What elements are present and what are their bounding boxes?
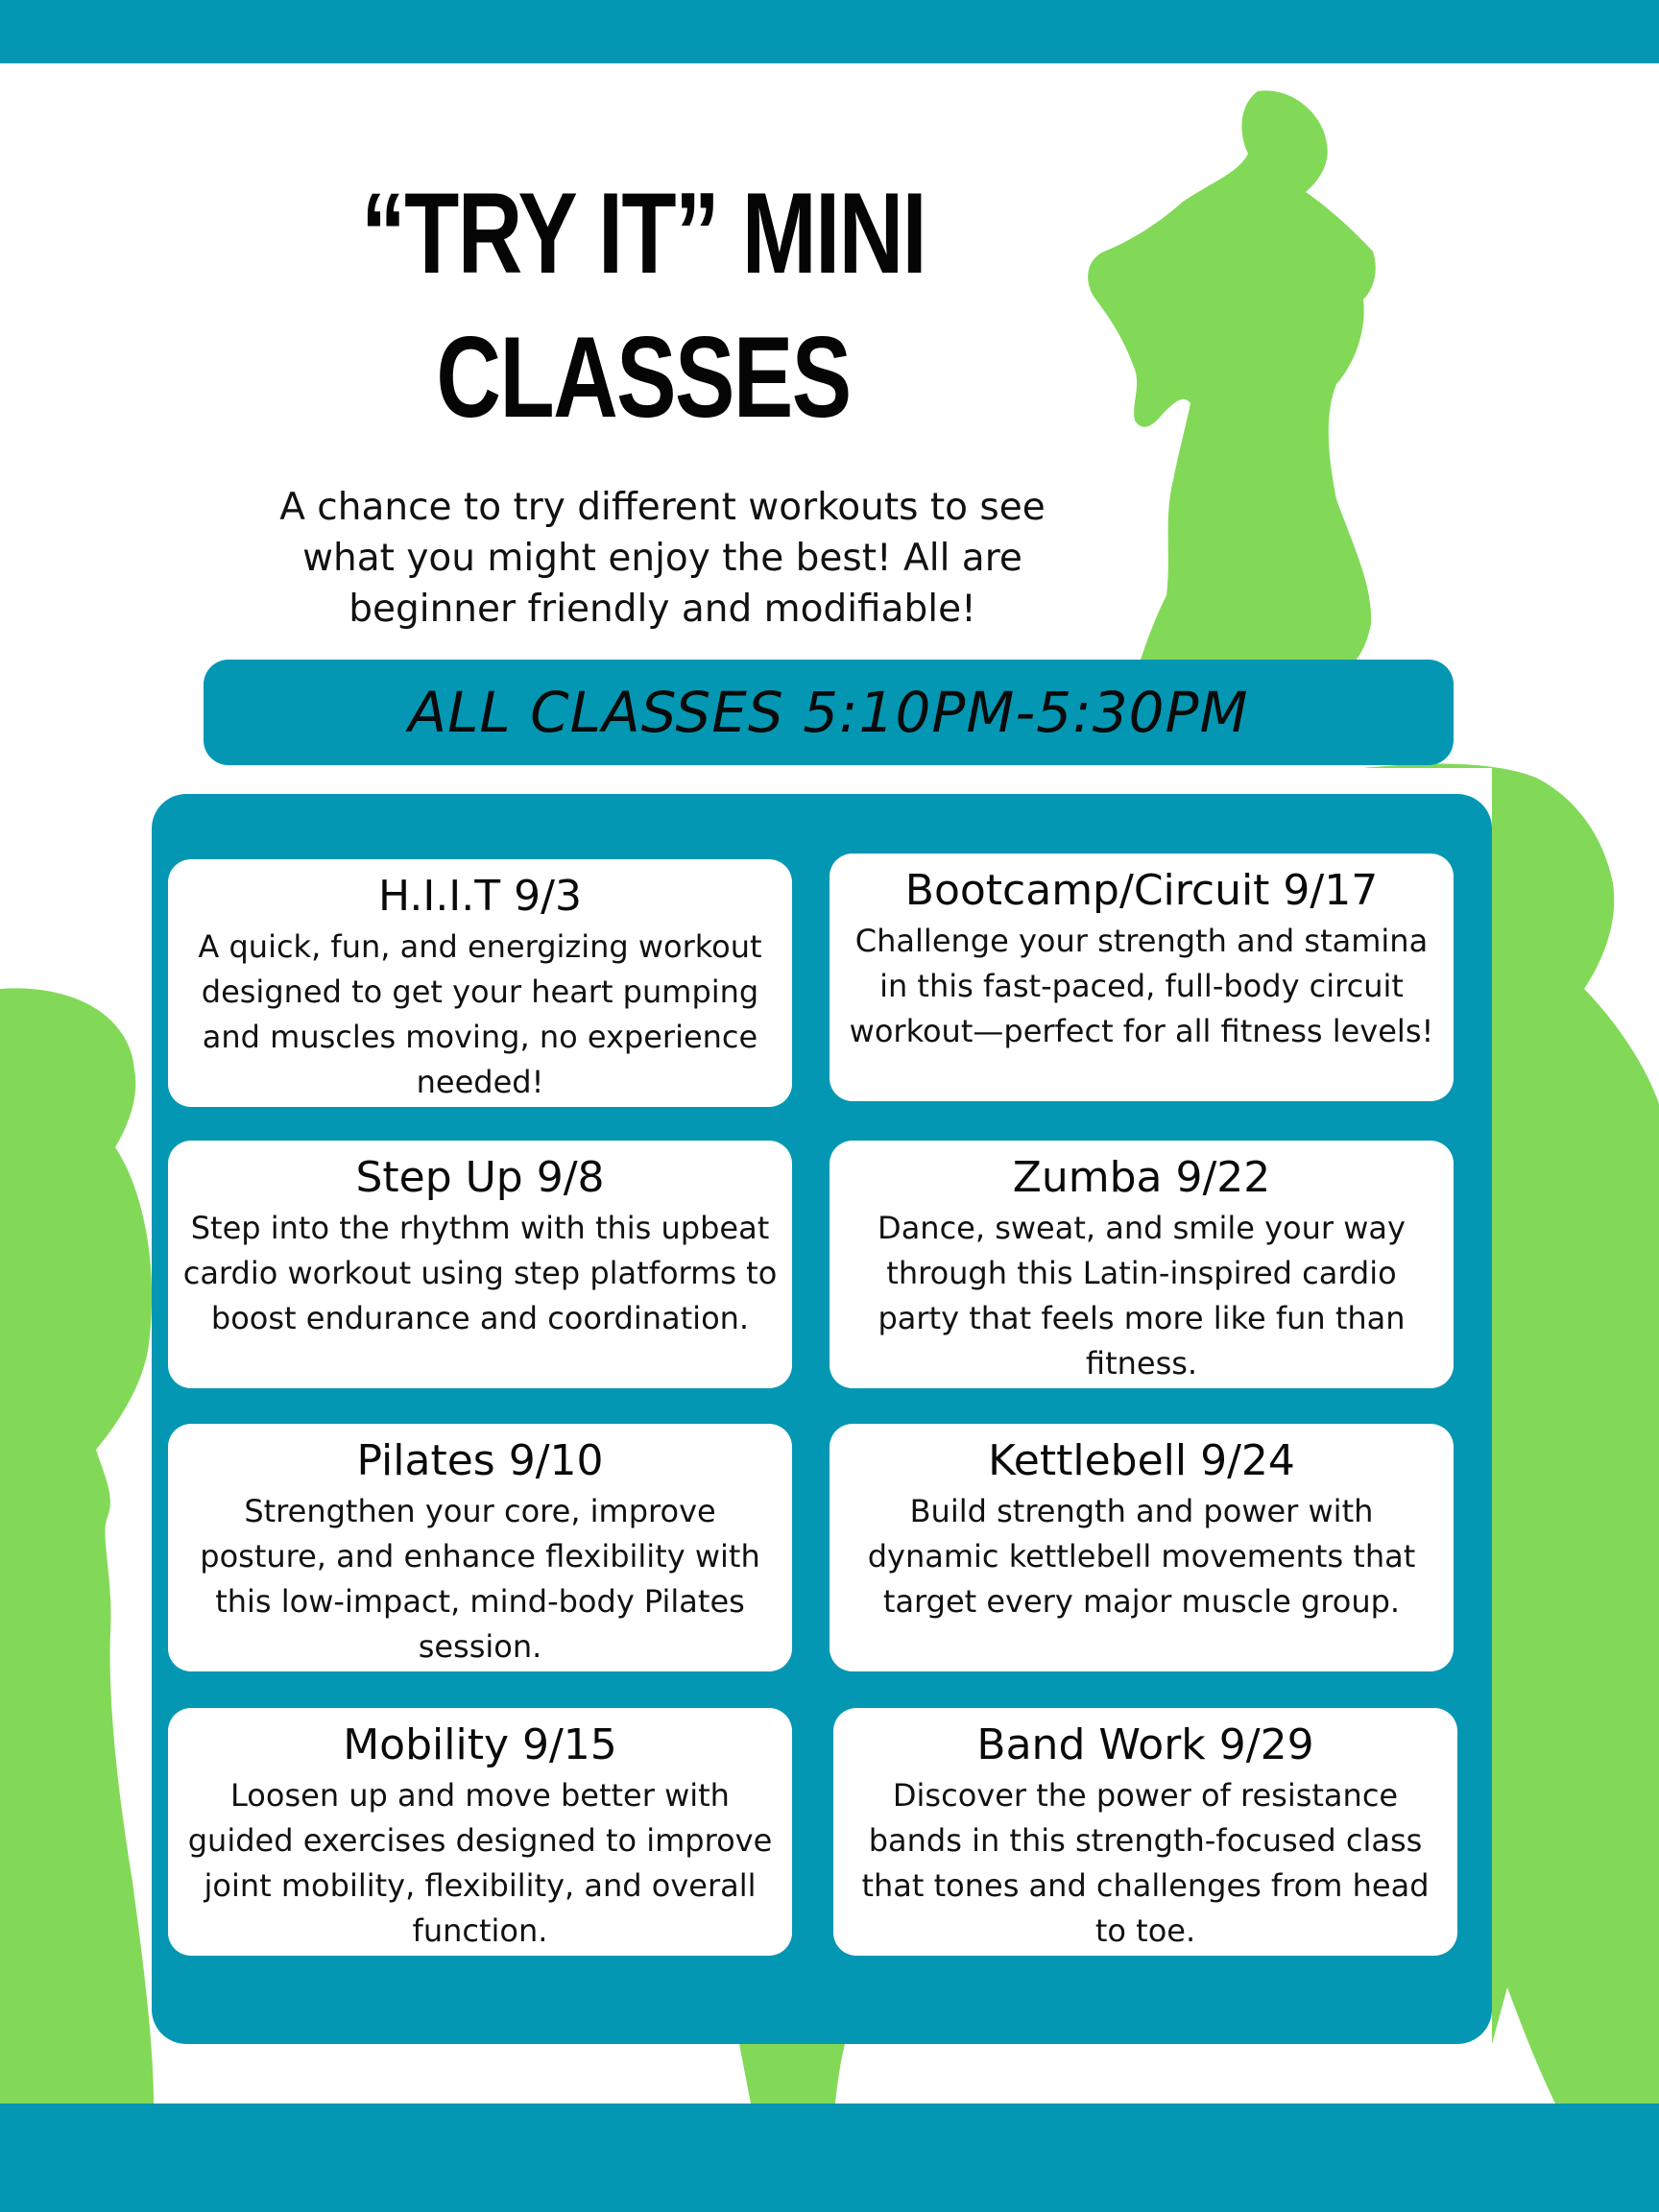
- class-description: A quick, fun, and energizing workout designed to get your heart pumping and muscles moving, no experience needed!: [198, 928, 762, 1100]
- runner-left: [0, 988, 154, 2104]
- class-title: Mobility 9/15: [343, 1720, 617, 1769]
- time-banner-text: ALL CLASSES 5:10PM-5:30PM: [408, 680, 1249, 745]
- class-description: Step into the rhythm with this upbeat cardio workout using step platforms to boost endurance and coordination.: [182, 1210, 778, 1336]
- class-description: Loosen up and move better with guided exercises designed to improve joint mobility, flexibility, and overall function.: [187, 1777, 773, 1949]
- class-title: H.I.I.T 9/3: [378, 872, 582, 921]
- class-card-zumba: [830, 1141, 1454, 1388]
- class-description: Build strength and power with dynamic kettlebell movements that target every major muscle group.: [867, 1493, 1416, 1620]
- class-title: Kettlebell 9/24: [988, 1436, 1295, 1485]
- class-card-kettlebell: [830, 1424, 1454, 1671]
- class-description: Strengthen your core, improve posture, and enhance flexibility with this low-impact, mind-body Pilates session.: [200, 1493, 760, 1665]
- class-card-mobility: [168, 1708, 792, 1956]
- class-title: Bootcamp/Circuit 9/17: [904, 866, 1379, 915]
- runner-bottom-leg: [739, 2044, 845, 2104]
- runner-top-right: [1088, 90, 1376, 684]
- bottom-band: [0, 2104, 1659, 2212]
- subtitle: A chance to try different workouts to see what you might enjoy the best! All are beginner friendly and modifiable!: [279, 486, 1046, 631]
- class-title: Zumba 9/22: [1012, 1153, 1271, 1202]
- class-card-pilates: [168, 1424, 792, 1671]
- class-card-hiit: [168, 859, 792, 1107]
- class-description: Dance, sweat, and smile your way through this Latin-inspired cardio party that feels more like fun than fitness.: [878, 1210, 1406, 1382]
- class-card-bootcamp: [830, 854, 1454, 1101]
- class-card-band-work: [833, 1708, 1457, 1956]
- class-title: Pilates 9/10: [356, 1436, 604, 1485]
- class-description: Challenge your strength and stamina in this fast-paced, full-body circuit workout—perfect for all fitness levels!: [849, 923, 1434, 1049]
- time-banner: [204, 660, 1454, 765]
- title-line-2: CLASSES: [436, 313, 851, 442]
- class-card-step-up: [168, 1141, 792, 1388]
- title-line-1: “TRY IT” MINI: [360, 169, 926, 298]
- class-title: Band Work 9/29: [976, 1720, 1314, 1769]
- page-title: [261, 161, 1025, 449]
- class-description: Discover the power of resistance bands in this strength-focused class that tones and challenges from head to toe.: [861, 1777, 1430, 1949]
- class-title: Step Up 9/8: [355, 1153, 605, 1202]
